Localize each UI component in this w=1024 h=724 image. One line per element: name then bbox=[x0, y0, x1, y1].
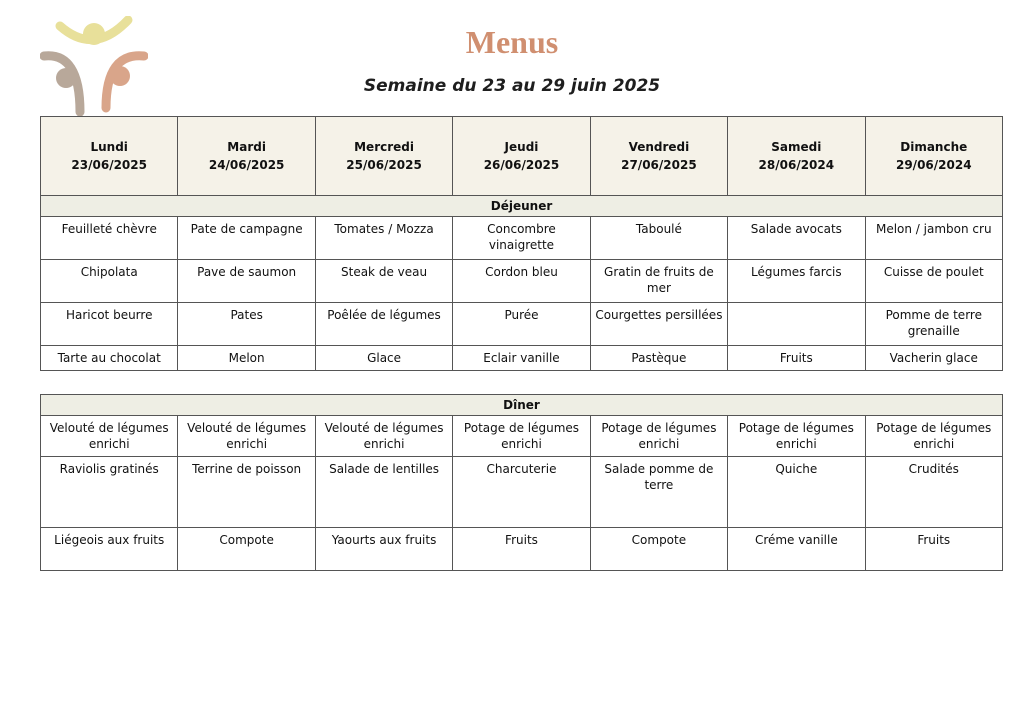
day-date: 25/06/2025 bbox=[346, 158, 422, 172]
day-name: Lundi bbox=[90, 140, 128, 154]
day-date: 27/06/2025 bbox=[621, 158, 697, 172]
menu-cell: Cuisse de poulet bbox=[865, 260, 1002, 303]
lunch-table bbox=[40, 116, 1003, 371]
day-date: 29/06/2024 bbox=[895, 158, 972, 172]
table-row bbox=[41, 217, 1003, 260]
menu-cell: Liégeois aux fruits bbox=[41, 528, 178, 571]
menu-cell: Purée bbox=[453, 303, 590, 346]
menu-cell: Crudités bbox=[865, 457, 1002, 528]
menu-cell: Terrine de poisson bbox=[178, 457, 315, 528]
dinner-table bbox=[40, 394, 1003, 571]
menu-cell: Glace bbox=[315, 346, 452, 371]
day-header bbox=[41, 117, 178, 196]
menu-cell: Salade avocats bbox=[728, 217, 865, 260]
menu-cell bbox=[728, 303, 865, 346]
menu-cell: Melon / jambon cru bbox=[865, 217, 1002, 260]
day-date: 26/06/2025 bbox=[483, 158, 560, 172]
menu-cell: Feuilleté chèvre bbox=[41, 217, 178, 260]
table-row bbox=[41, 528, 1003, 571]
menu-cell: Taboulé bbox=[590, 217, 727, 260]
menu-cell: Chipolata bbox=[41, 260, 178, 303]
table-row bbox=[41, 457, 1003, 528]
day-header bbox=[590, 117, 727, 196]
page-title: Menus bbox=[465, 24, 559, 60]
day-header-row bbox=[41, 117, 1003, 196]
menu-cell: Quiche bbox=[728, 457, 865, 528]
menu-cell: Velouté de légumes enrichi bbox=[315, 416, 452, 457]
menu-cell: Melon bbox=[178, 346, 315, 371]
menu-cell: Fruits bbox=[453, 528, 590, 571]
menu-cell: Potage de légumes enrichi bbox=[728, 416, 865, 457]
menu-cell: Courgettes persillées bbox=[590, 303, 727, 346]
menu-cell: Concombre vinaigrette bbox=[453, 217, 590, 260]
menu-cell: Pastèque bbox=[590, 346, 727, 371]
lunch-section-row bbox=[41, 196, 1003, 217]
menu-cell: Légumes farcis bbox=[728, 260, 865, 303]
menu-cell: Compote bbox=[178, 528, 315, 571]
menu-cell: Velouté de légumes enrichi bbox=[41, 416, 178, 457]
table-row bbox=[41, 260, 1003, 303]
menu-cell: Velouté de légumes enrichi bbox=[178, 416, 315, 457]
menu-cell: Potage de légumes enrichi bbox=[590, 416, 727, 457]
menu-cell: Tomates / Mozza bbox=[315, 217, 452, 260]
menu-cell: Poêlée de légumes bbox=[315, 303, 452, 346]
day-name: Jeudi bbox=[504, 140, 539, 154]
menu-cell: Fruits bbox=[728, 346, 865, 371]
menu-cell: Fruits bbox=[865, 528, 1002, 571]
day-name: Mercredi bbox=[354, 140, 414, 154]
day-date: 23/06/2025 bbox=[71, 158, 147, 172]
menu-cell: Steak de veau bbox=[315, 260, 452, 303]
table-row bbox=[41, 416, 1003, 457]
day-header bbox=[728, 117, 865, 196]
day-header bbox=[865, 117, 1002, 196]
menu-cell: Cordon bleu bbox=[453, 260, 590, 303]
dinner-section-label: Dîner bbox=[41, 395, 1003, 416]
menu-cell: Potage de légumes enrichi bbox=[865, 416, 1002, 457]
menu-cell: Pomme de terre grenaille bbox=[865, 303, 1002, 346]
menu-cell: Eclair vanille bbox=[453, 346, 590, 371]
menu-cell: Raviolis gratinés bbox=[41, 457, 178, 528]
menu-cell: Salade pomme de terre bbox=[590, 457, 727, 528]
day-date: 24/06/2025 bbox=[208, 158, 285, 172]
menu-cell: Charcuterie bbox=[453, 457, 590, 528]
menu-cell: Pate de campagne bbox=[178, 217, 315, 260]
lunch-section-label: Déjeuner bbox=[41, 196, 1003, 217]
dinner-section-row bbox=[41, 395, 1003, 416]
day-header bbox=[315, 117, 452, 196]
menu-cell: Pave de saumon bbox=[178, 260, 315, 303]
day-name: Dimanche bbox=[900, 140, 968, 154]
table-row bbox=[41, 303, 1003, 346]
menu-cell: Créme vanille bbox=[728, 528, 865, 571]
menu-cell: Pates bbox=[178, 303, 315, 346]
menu-cell: Tarte au chocolat bbox=[41, 346, 178, 371]
week-subtitle: Semaine du 23 au 29 juin 2025 bbox=[363, 76, 661, 96]
day-name: Samedi bbox=[771, 140, 822, 154]
table-row bbox=[41, 346, 1003, 371]
menu-cell: Yaourts aux fruits bbox=[315, 528, 452, 571]
day-header bbox=[178, 117, 315, 196]
day-date: 28/06/2024 bbox=[758, 158, 835, 172]
menu-cell: Potage de légumes enrichi bbox=[453, 416, 590, 457]
menu-cell: Haricot beurre bbox=[41, 303, 178, 346]
menu-cell: Compote bbox=[590, 528, 727, 571]
day-header bbox=[453, 117, 590, 196]
menu-cell: Salade de lentilles bbox=[315, 457, 452, 528]
menu-cell: Vacherin glace bbox=[865, 346, 1002, 371]
day-name: Vendredi bbox=[628, 140, 690, 154]
day-name: Mardi bbox=[227, 140, 266, 154]
menu-cell: Gratin de fruits de mer bbox=[590, 260, 727, 303]
